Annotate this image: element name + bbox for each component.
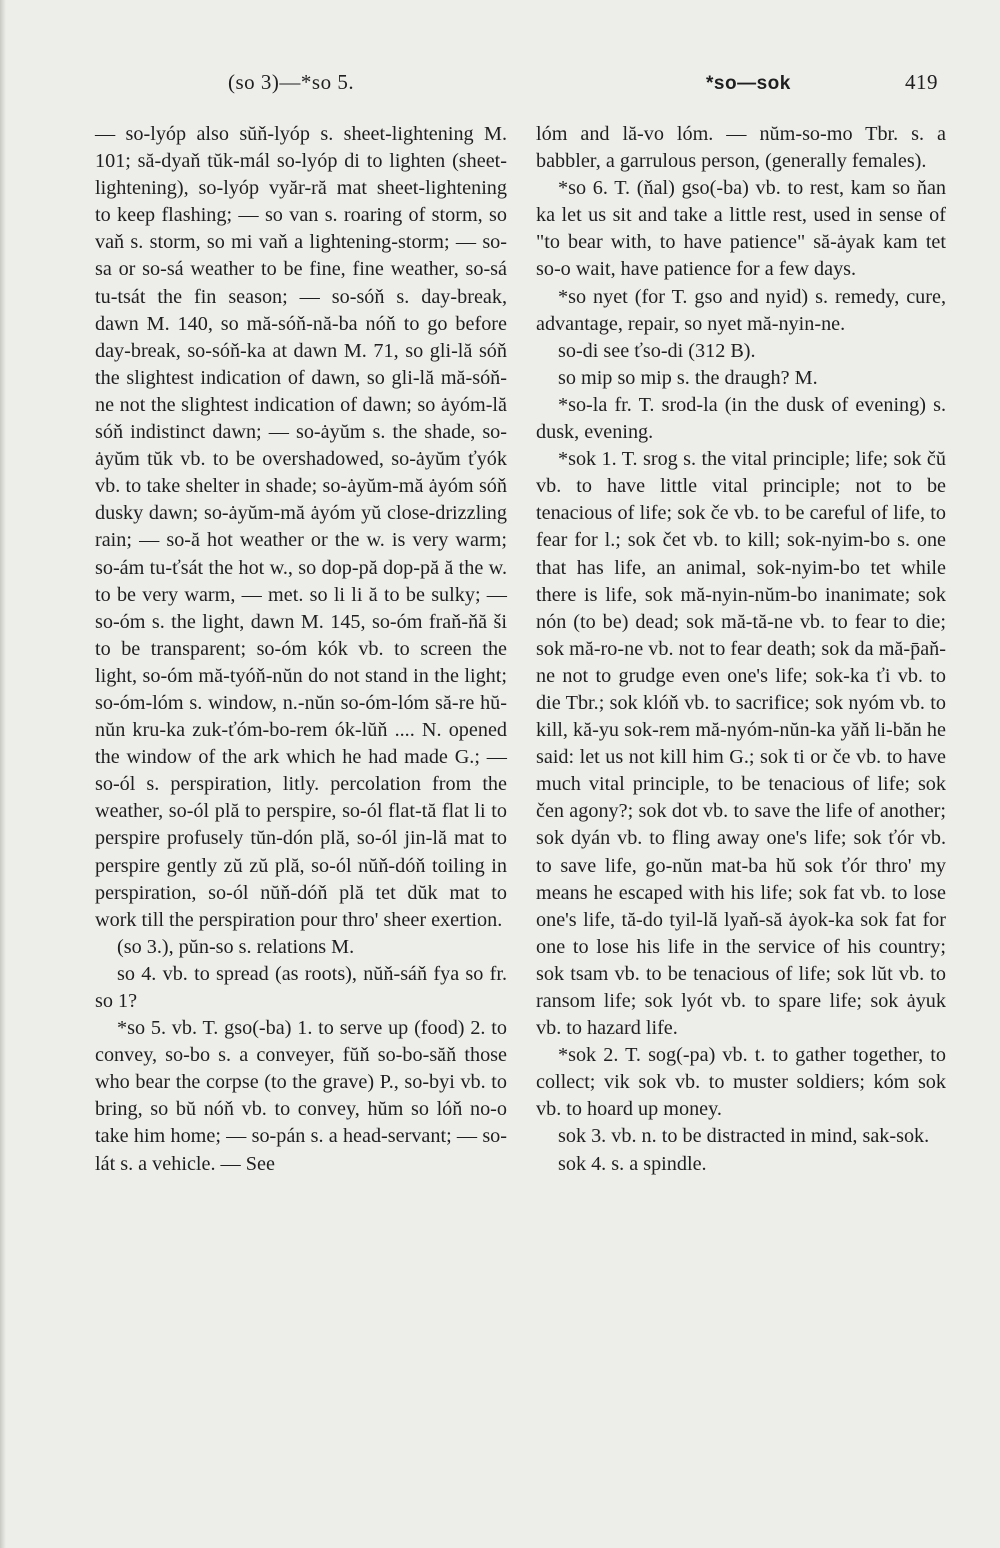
entry-paragraph: so 4. vb. to spread (as roots), nŭň-sáň fya so fr. so 1? <box>95 962 507 1012</box>
entry-paragraph: lóm and lă-vo lóm. — nŭm-so-mo Tbr. s. a babbler, a garrulous person, (generally females). <box>536 123 946 173</box>
running-head-center: *so—sok <box>706 73 791 94</box>
entry-paragraph: *so 5. vb. T. gso(-ba) 1. to serve up (food) 2. to convey, so-bo s. a conveyer, fŭň so-bo-săň those who bear the corpse (to the grave) P., so-byi vb. to bring, so bŭ nóň vb. to convey, hŭm so lóň no-o take him home; — so-pán s. a head-servant; — so-lát s. a vehicle. — See <box>95 1017 507 1175</box>
entry-paragraph: so mip so mip s. the draugh? M. <box>558 366 818 389</box>
entry-paragraph: *sok 2. T. sog(-pa) vb. t. to gather together, to collect; vik sok vb. to muster soldiers; kóm sok vb. to hoard up money. <box>536 1044 946 1121</box>
entry-paragraph: — so-lyóp also sŭň-lyóp s. sheet-lightening M. 101; să-dyaň tŭk-mál so-lyóp di to lighten (sheet-lightening), so-lyóp vyăr-ră mat sheet-lightening to keep flashing; — so van s. roaring of storm, so vaň s. storm, so mi vaň a lightening-storm; — so-sa or so-sá weather to be fine, fine weather, so-sá tu-tsát the fin season; — so-sóň s. day-break, dawn M. 140, so mă-sóň-nă-ba nóň to go before day-break, so-sóň-ka at dawn M. 71, so gli-lă sóň the slightest indication of dawn, so gli-lă mă-sóň-ne not the slightest indication of dawn; so ȧyóm-lă sóň indistinct dawn; — so-ȧyŭm s. the shade, so-ȧyŭm tŭk vb. to be overshadowed, so-ȧyŭm ťyók vb. to take shelter in shade; so-ȧyŭm-mă ȧyóm sóň dusky dawn; so-ȧyŭm-mă ȧyóm yŭ close-drizzling rain; — so-ă hot weather or the w. is very warm; so-ám tu-ťsát the hot w., so dop-pă dop-pă ă the w. to be very warm, — met. so li li ă to be sulky; — so-óm s. the light, dawn M. 145, so-óm fraň-ňă ši to be transparent; so-óm kók vb. to screen the light, so-óm mă-tyóň-nŭn do not stand in the light; so-óm-lóm s. window, n.-nŭn so-óm-lóm să-re hŭ-nŭn kru-ka zuk-ťóm-bo-rem ók-lŭň .... N. opened the window of the ark which he had made G.; — so-ól s. perspiration, litly. percolation from the weather, so-ól plă to perspire, so-ól flat-tă flat li to perspire profusely tŭn-dón plă, so-ól jin-lă mat to perspire gently zŭ zŭ plă, so-ól nŭň-dóň toiling in perspiration, so-ól nŭň-dóň plă tet dŭk mat to work till the perspiration pour thro' sheer exertion. <box>95 123 507 931</box>
entry-paragraph: *so-la fr. T. srod-la (in the dusk of evening) s. dusk, evening. <box>536 393 946 444</box>
page-edge-shadow <box>0 0 6 1548</box>
entry-paragraph: sok 4. s. a spindle. <box>558 1152 707 1175</box>
entry-paragraph: so-di see ťso-di (312 B). <box>558 339 756 362</box>
page-number: 419 <box>905 70 938 94</box>
entry-paragraph: *sok 1. T. srog s. the vital principle; life; sok čŭ vb. to have little vital principle; not to be tenacious of life; sok če vb. to be careful of life, to fear for l.; sok čet vb. to kill; sok-nyim-bo s. one that has life, an animal, sok-nyim-bo tet while there is life, sok mă-nyin-nŭm-bo inanimate; sok nón (to be) dead; sok mă-tă-ne vb. to fear to die; sok mă-ro-ne vb. not to fear death; sok da mă-p̄aň-ne not to grudge even one's life; sok-ka ťi vb. to die Tbr.; sok klóň vb. to sacrifice; sok nyóm vb. to kill, kă-yu sok-rem mă-nyóm-nŭn-ka yăň li-băn he said: let us not kill him G.; sok ti or če vb. to have much vital principle, to be tenacious of life; sok čen agony?; sok dot vb. to save the life of another; sok dyán vb. to fling away one's life; sok ťór vb. to save life, go-nŭn mat-ba hŭ sok ťór thro' my means he escaped with his life; sok fat vb. to lose one's life, tă-do tyil-lă lyaň-să ȧyok-ka sok fat for one to lose his life in the service of his country; sok tsam vb. to be tenacious of life; sok lŭt vb. to ransom life; sok lyót vb. to spare life; sok ȧyuk vb. to hazard life. <box>536 448 946 1040</box>
running-head-left: (so 3)—*so 5. <box>228 70 355 94</box>
entry-paragraph: sok 3. vb. n. to be distracted in mind, sak-sok. <box>558 1125 930 1148</box>
entry-paragraph: *so 6. T. (ňal) gso(-ba) vb. to rest, kam so ňan ka let us sit and take a little rest, used in sense of "to bear with, to have patience" să-ȧyak kam tet so-o wait, have patience for a few days. <box>536 177 946 281</box>
left-column <box>95 121 507 1178</box>
right-column <box>536 121 946 1178</box>
entry-paragraph: (so 3.), pŭn-so s. relations M. <box>117 935 355 958</box>
entry-paragraph: *so nyet (for T. gso and nyid) s. remedy, cure, advantage, repair, so nyet mă-nyin-ne. <box>536 285 946 335</box>
